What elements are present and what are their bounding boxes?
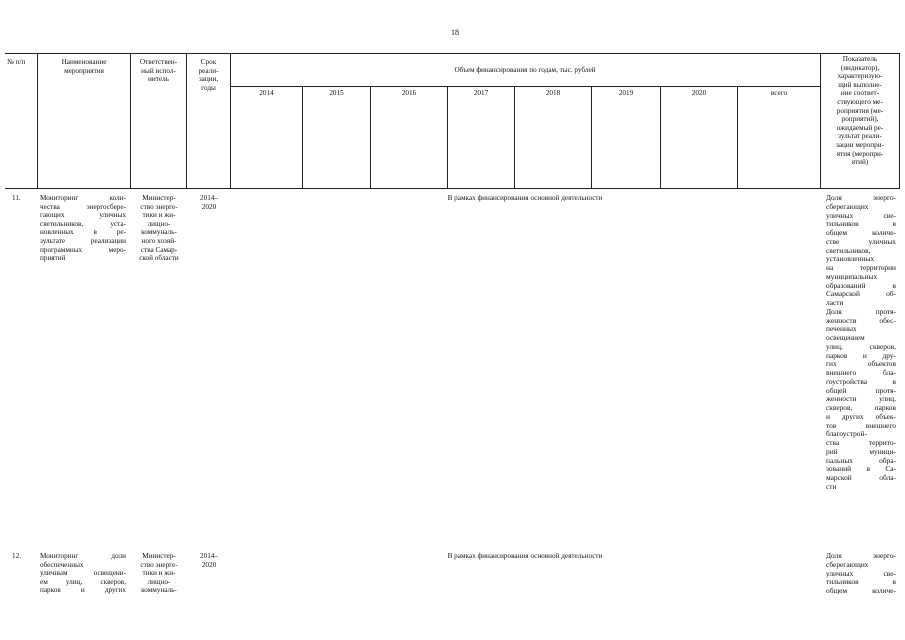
year-total: всего	[770, 89, 788, 97]
year-divider	[302, 86, 303, 189]
year-divider	[737, 86, 738, 189]
header-top-rule	[5, 53, 900, 54]
row-12-num: 12.	[12, 552, 21, 560]
header-indicator: Показатель (индикатор), характеризую- щий выполне- ние соответ- ствующего ме- роприятия (ме- роприятий), ожидаемый ре- зультат реали- зации меропри- ятия (меропри- ятий)	[836, 55, 884, 167]
row-11-responsible: Министер- ство энерге- тики и жи- лищно- коммуналь- ного хозяй- ства Самар- ской области	[139, 194, 179, 263]
header-responsible: Ответствен- ный испол- нитель	[139, 58, 178, 84]
header-name: Наименование мероприятия	[61, 58, 107, 75]
header-funding: Объем финансирования по годам, тыс. рублей	[454, 66, 596, 74]
year-2015: 2015	[329, 89, 344, 97]
row-12-term: 2014– 2020	[200, 552, 218, 569]
row-11-term: 2014– 2020	[200, 194, 218, 211]
col-divider	[899, 53, 900, 189]
year-2018: 2018	[545, 89, 561, 97]
row-12-name: Мониторинг доли обеспеченных уличным освещени- ем улиц, скверов, парков и других	[40, 552, 126, 595]
year-2014: 2014	[259, 89, 274, 97]
header-bottom-rule	[5, 188, 900, 189]
header-term: Срок реали- зации, годы	[198, 58, 219, 92]
year-divider	[370, 86, 371, 189]
header-num: № п/п	[7, 58, 26, 66]
year-divider	[447, 86, 448, 189]
row-11-indicator: Доля энерго- сберегающих уличных све- тильников в общем количе- стве уличных светильников, установленных на территории муниципальных образований в Самарской об- ласти Доля протя- женности обес- печенных освещением улиц, скверов, парков и дру- гих объектов внешнего бла- гоустройства в общей протя- женности улиц, скверов, парков и других объек- тов внешнего благоустрой- ства террито- рий муници- пальных обра- зований в Са- марской обла- сти	[826, 193, 896, 491]
page-number: 18	[451, 28, 459, 37]
row-11-num: 11.	[12, 194, 21, 202]
row-11-name: Мониторинг коли- чества энергосбере- гающих уличных светильников, уста- новленных в ре- зультате реализации программных меро- приятий	[40, 194, 126, 263]
year-2017: 2017	[473, 89, 489, 97]
year-divider	[591, 86, 592, 189]
year-2020: 2020	[691, 89, 707, 97]
row-11-funding: В рамках финансирования основной деятельности	[447, 194, 603, 202]
year-divider	[514, 86, 515, 189]
row-12-indicator: Доля энерго- сберегающих уличных све- тильников в общем количе-	[826, 551, 896, 595]
year-2016: 2016	[401, 89, 417, 97]
years-separator-rule	[230, 86, 820, 87]
row-12-responsible: Министер- ство энерге- тики и жи- лищно- коммуналь-	[140, 552, 178, 595]
year-divider	[660, 86, 661, 189]
year-2019: 2019	[618, 89, 634, 97]
row-12-funding: В рамках финансирования основной деятельности	[447, 552, 603, 560]
